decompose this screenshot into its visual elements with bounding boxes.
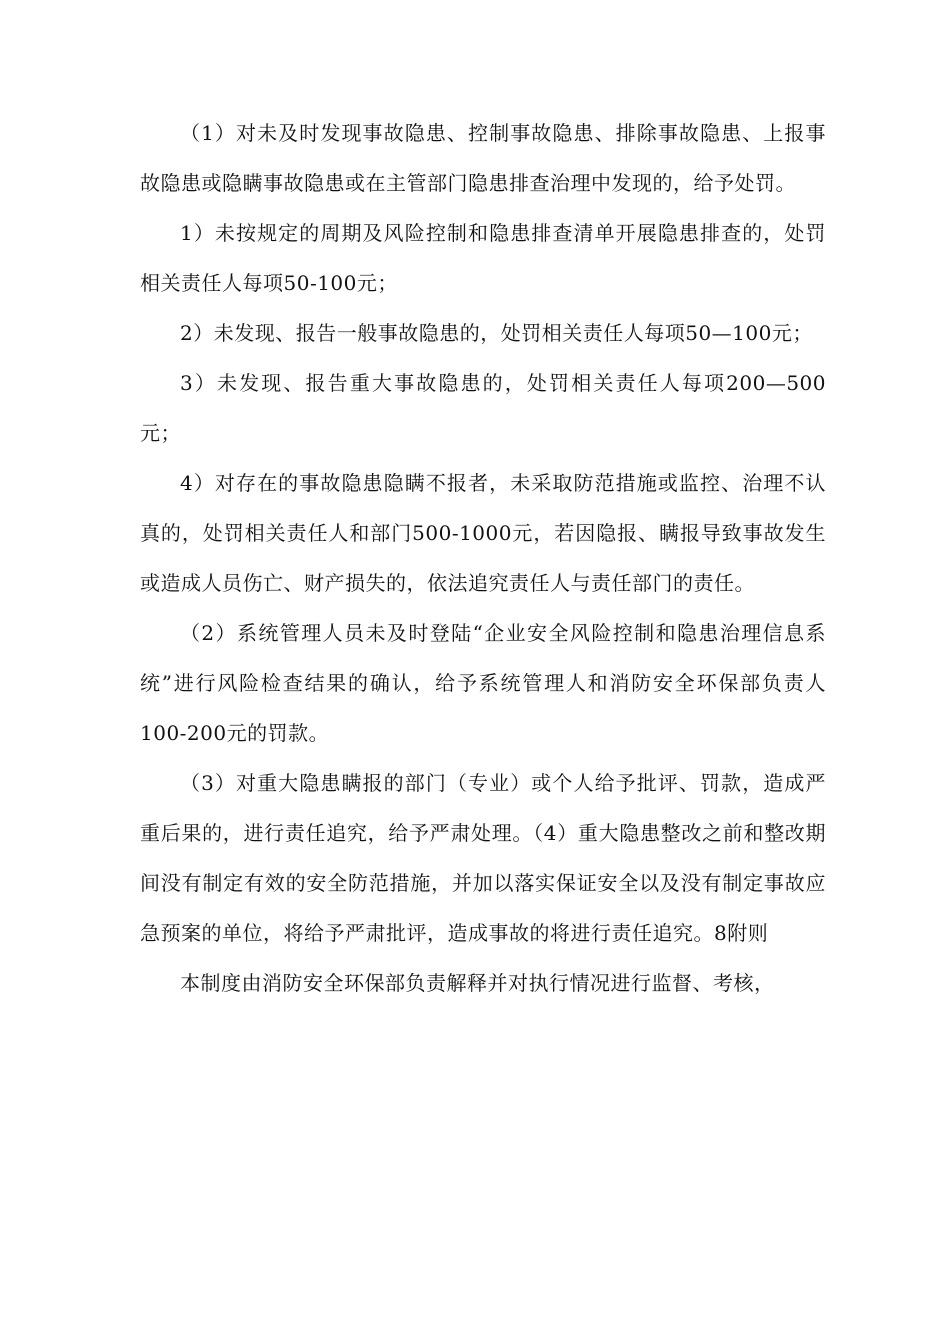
paragraph-system-admin: （2）系统管理人员未及时登陆“企业安全风险控制和隐患治理信息系统”进行风险检查结果的确认，给予系统管理人和消防安全环保部负责人100-200元的罚款。 <box>140 621 826 745</box>
paragraph-interpretation: 本制度由消防安全环保部负责解释并对执行情况进行监督、考核， <box>180 971 775 995</box>
paragraph-item-1: 1）未按规定的周期及风险控制和隐患排查清单开展隐患排查的，处罚相关责任人每项50-100元； <box>140 221 826 295</box>
paragraph-penalty-intro: （1）对未及时发现事故隐患、控制事故隐患、排除事故隐患、上报事故隐患或隐瞒事故隐患或在主管部门隐患排查治理中发现的，给予处罚。 <box>140 121 826 195</box>
paragraph-major-hazard: （3）对重大隐患瞒报的部门（专业）或个人给予批评、罚款，造成严重后果的，进行责任追究，给予严肃处理。（4）重大隐患整改之前和整改期间没有制定有效的安全防范措施，并加以落实保证安全以及没有制定事故应急预案的单位，将给予严肃批评，造成事故的将进行责任追究。8附则 <box>140 771 826 945</box>
paragraph-item-4: 4）对存在的事故隐患隐瞒不报者，未采取防范措施或监控、治理不认真的，处罚相关责任人和部门500-1000元，若因隐报、瞒报导致事故发生或造成人员伤亡、财产损失的，依法追究责任人与责任部门的责任。 <box>140 471 826 595</box>
document-body <box>140 108 826 1008</box>
paragraph-item-3: 3）未发现、报告重大事故隐患的，处罚相关责任人每项200—500元； <box>140 371 826 445</box>
paragraph-item-2: 2）未发现、报告一般事故隐患的，处罚相关责任人每项50—100元； <box>180 321 813 345</box>
